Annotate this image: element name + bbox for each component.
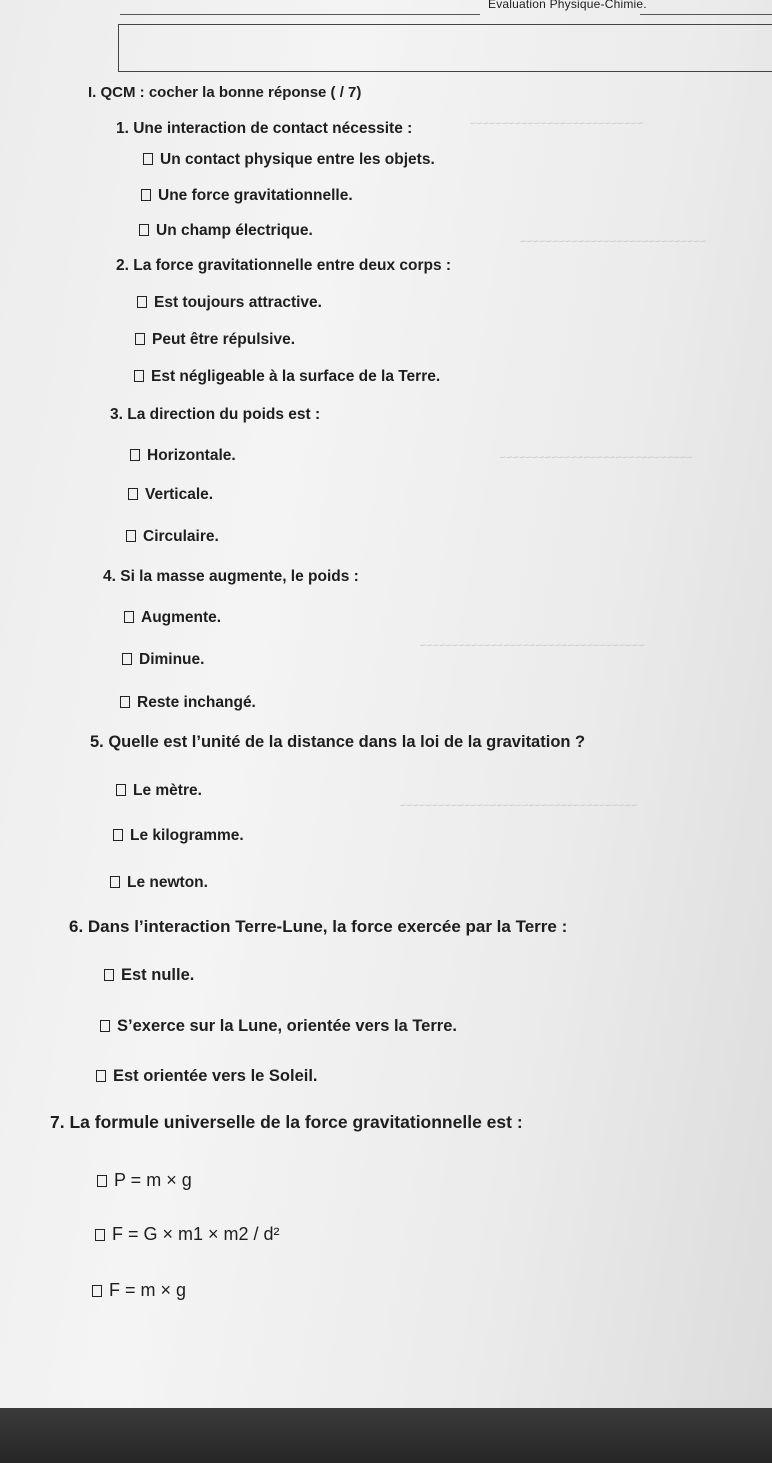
option-7c bbox=[92, 1280, 186, 1301]
checkbox[interactable] bbox=[113, 829, 123, 841]
question-5: 5. Quelle est l’unité de la distance dans la loi de la gravitation ? bbox=[90, 733, 586, 751]
option-2a bbox=[137, 294, 322, 312]
checkbox[interactable] bbox=[139, 224, 149, 236]
option-3a bbox=[130, 447, 236, 465]
option-label: Circulaire. bbox=[143, 528, 219, 545]
option-4c bbox=[120, 694, 256, 712]
option-label: Reste inchangé. bbox=[137, 694, 256, 711]
checkbox[interactable] bbox=[128, 488, 138, 500]
option-label: Le kilogramme. bbox=[130, 827, 244, 844]
option-4b bbox=[122, 651, 204, 669]
checkbox[interactable] bbox=[92, 1285, 102, 1297]
option-1c bbox=[139, 222, 313, 240]
header-top-line bbox=[120, 14, 480, 15]
option-4a bbox=[124, 609, 221, 627]
question-7: 7. La formule universelle de la force gravitationnelle est : bbox=[50, 1112, 523, 1132]
option-2b bbox=[135, 331, 295, 349]
option-5b bbox=[113, 827, 244, 845]
checkbox[interactable] bbox=[104, 969, 114, 981]
option-6a bbox=[104, 966, 194, 985]
question-4: 4. Si la masse augmente, le poids : bbox=[103, 568, 359, 585]
header-title: Evaluation Physique-Chimie. bbox=[488, 0, 647, 11]
question-6: 6. Dans l’interaction Terre-Lune, la force exercée par la Terre : bbox=[69, 917, 568, 936]
option-7b bbox=[95, 1224, 280, 1245]
checkbox[interactable] bbox=[122, 653, 132, 665]
option-6b bbox=[100, 1017, 457, 1036]
name-box bbox=[118, 24, 772, 72]
question-1: 1. Une interaction de contact nécessite : bbox=[116, 120, 413, 137]
option-7a bbox=[97, 1170, 192, 1191]
checkbox[interactable] bbox=[126, 530, 136, 542]
option-label: Le newton. bbox=[127, 874, 208, 891]
option-5c bbox=[110, 874, 208, 892]
checkbox[interactable] bbox=[100, 1020, 110, 1032]
checkbox[interactable] bbox=[135, 333, 145, 345]
checkbox[interactable] bbox=[134, 370, 144, 382]
option-label: Peut être répulsive. bbox=[152, 331, 296, 348]
option-label: Le mètre. bbox=[133, 782, 202, 799]
show-through: ~~~~~~~~~~~~~~~~~~~~~~~~~~~~~~~~~~~~~ bbox=[400, 800, 638, 812]
option-label: Un contact physique entre les objets. bbox=[160, 151, 435, 168]
option-label: Une force gravitationnelle. bbox=[158, 187, 353, 204]
checkbox[interactable] bbox=[137, 296, 147, 308]
checkbox[interactable] bbox=[141, 189, 151, 201]
option-label: Est nulle. bbox=[121, 966, 195, 984]
option-label: F = G × m1 × m2 / d² bbox=[112, 1224, 280, 1244]
checkbox[interactable] bbox=[130, 449, 140, 461]
checkbox[interactable] bbox=[110, 876, 120, 888]
show-through: ~~~~~~~~~~~~~~~~~~~~~~~~~~~~~~ bbox=[500, 452, 693, 464]
option-3b bbox=[128, 486, 213, 504]
option-2c bbox=[134, 368, 440, 386]
header-top-line-right bbox=[640, 14, 772, 15]
option-label: Horizontale. bbox=[147, 447, 236, 464]
option-3c bbox=[126, 528, 219, 546]
option-label: Verticale. bbox=[145, 486, 214, 503]
checkbox[interactable] bbox=[124, 611, 134, 623]
question-2: 2. La force gravitationnelle entre deux corps : bbox=[116, 257, 452, 274]
option-label: P = m × g bbox=[114, 1170, 192, 1190]
background-edge bbox=[0, 1408, 772, 1463]
option-label: Est négligeable à la surface de la Terre. bbox=[151, 368, 441, 385]
show-through: ~~~~~~~~~~~~~~~~~~~~~~~~~~~~~~~~~~~ bbox=[420, 640, 645, 652]
option-label: Augmente. bbox=[141, 609, 222, 626]
section-title: I. QCM : cocher la bonne réponse ( / 7) bbox=[88, 84, 362, 101]
show-through: ~~~~~~~~~~~~~~~~~~~~~~~~~~~~~ bbox=[520, 236, 707, 248]
option-5a bbox=[116, 782, 202, 800]
checkbox[interactable] bbox=[143, 153, 153, 165]
option-label: Est orientée vers le Soleil. bbox=[113, 1067, 318, 1085]
option-label: Diminue. bbox=[139, 651, 205, 668]
option-1b bbox=[141, 187, 353, 205]
checkbox[interactable] bbox=[95, 1229, 105, 1241]
checkbox[interactable] bbox=[116, 784, 126, 796]
option-label: F = m × g bbox=[109, 1280, 187, 1300]
option-6c bbox=[96, 1067, 318, 1086]
checkbox[interactable] bbox=[120, 696, 130, 708]
question-3: 3. La direction du poids est : bbox=[110, 406, 321, 423]
checkbox[interactable] bbox=[96, 1070, 106, 1082]
show-through: ~~~~~~~~~~~~~~~~~~~~~~~~~~~ bbox=[470, 118, 644, 130]
option-label: S’exerce sur la Lune, orientée vers la Terre. bbox=[117, 1017, 457, 1035]
option-label: Est toujours attractive. bbox=[154, 294, 322, 311]
checkbox[interactable] bbox=[97, 1175, 107, 1187]
option-label: Un champ électrique. bbox=[156, 222, 313, 239]
option-1a bbox=[143, 151, 435, 169]
